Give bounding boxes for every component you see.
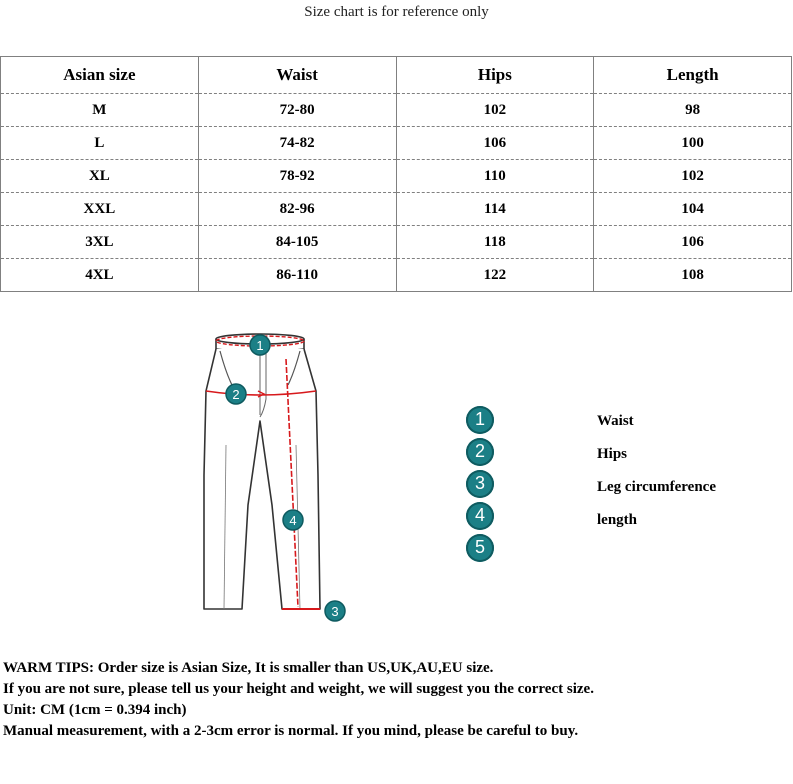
header-hips: Hips bbox=[396, 57, 594, 94]
header-asian-size: Asian size bbox=[1, 57, 199, 94]
marker-3-label: 3 bbox=[331, 604, 339, 619]
legend-number-1: 1 bbox=[466, 406, 494, 434]
table-header-row bbox=[1, 57, 792, 94]
cell-hips: 114 bbox=[396, 193, 594, 226]
tip-line: Manual measurement, with a 2-3cm error is normal. If you mind, please be careful to buy. bbox=[3, 723, 579, 739]
cell-length: 102 bbox=[594, 160, 792, 193]
marker-4 bbox=[283, 510, 303, 530]
cell-waist: 72-80 bbox=[198, 94, 396, 127]
cell-size: M bbox=[1, 94, 199, 127]
legend-number-5: 5 bbox=[466, 534, 494, 562]
marker-3 bbox=[325, 601, 345, 621]
cell-size: 4XL bbox=[1, 259, 199, 292]
legend-label-waist: Waist bbox=[597, 413, 634, 429]
cell-length: 106 bbox=[594, 226, 792, 259]
header-length: Length bbox=[594, 57, 792, 94]
table-row bbox=[1, 160, 792, 193]
cell-hips: 110 bbox=[396, 160, 594, 193]
warm-tips bbox=[3, 658, 788, 742]
cell-waist: 84-105 bbox=[198, 226, 396, 259]
marker-4-label: 4 bbox=[289, 513, 297, 528]
cell-hips: 102 bbox=[396, 94, 594, 127]
cell-size: XL bbox=[1, 160, 199, 193]
measurement-legend bbox=[466, 404, 766, 574]
chart-caption: Size chart is for reference only bbox=[304, 4, 489, 20]
table-row bbox=[1, 259, 792, 292]
table-row bbox=[1, 94, 792, 127]
table-row bbox=[1, 127, 792, 160]
pants-outline bbox=[204, 349, 320, 609]
tip-line: If you are not sure, please tell us your height and weight, we will suggest you the correct size. bbox=[3, 681, 594, 697]
cell-length: 108 bbox=[594, 259, 792, 292]
marker-2 bbox=[226, 384, 246, 404]
legend-number-2: 2 bbox=[466, 438, 494, 466]
legend-label-length: length bbox=[597, 512, 638, 528]
cell-waist: 82-96 bbox=[198, 193, 396, 226]
cell-length: 104 bbox=[594, 193, 792, 226]
cell-size: 3XL bbox=[1, 226, 199, 259]
tip-line: Unit: CM (1cm = 0.394 inch) bbox=[3, 702, 187, 718]
cell-hips: 106 bbox=[396, 127, 594, 160]
cell-hips: 122 bbox=[396, 259, 594, 292]
marker-1 bbox=[250, 335, 270, 355]
legend-label-hips: Hips bbox=[597, 446, 628, 462]
cell-length: 98 bbox=[594, 94, 792, 127]
size-table bbox=[0, 56, 792, 292]
legend-label-leg-circumference: Leg circumference bbox=[597, 479, 716, 495]
marker-2-label: 2 bbox=[232, 387, 240, 402]
tip-line: WARM TIPS: Order size is Asian Size, It is smaller than US,UK,AU,EU size. bbox=[3, 660, 494, 676]
cell-length: 100 bbox=[594, 127, 792, 160]
cell-waist: 86-110 bbox=[198, 259, 396, 292]
legend-number-4: 4 bbox=[466, 502, 494, 530]
cell-size: L bbox=[1, 127, 199, 160]
legend-number-3: 3 bbox=[466, 470, 494, 498]
cell-waist: 78-92 bbox=[198, 160, 396, 193]
header-waist: Waist bbox=[198, 57, 396, 94]
marker-1-label: 1 bbox=[256, 338, 264, 353]
cell-size: XXL bbox=[1, 193, 199, 226]
cell-hips: 118 bbox=[396, 226, 594, 259]
table-row bbox=[1, 226, 792, 259]
pants-diagram bbox=[190, 325, 360, 625]
table-row bbox=[1, 193, 792, 226]
cell-waist: 74-82 bbox=[198, 127, 396, 160]
